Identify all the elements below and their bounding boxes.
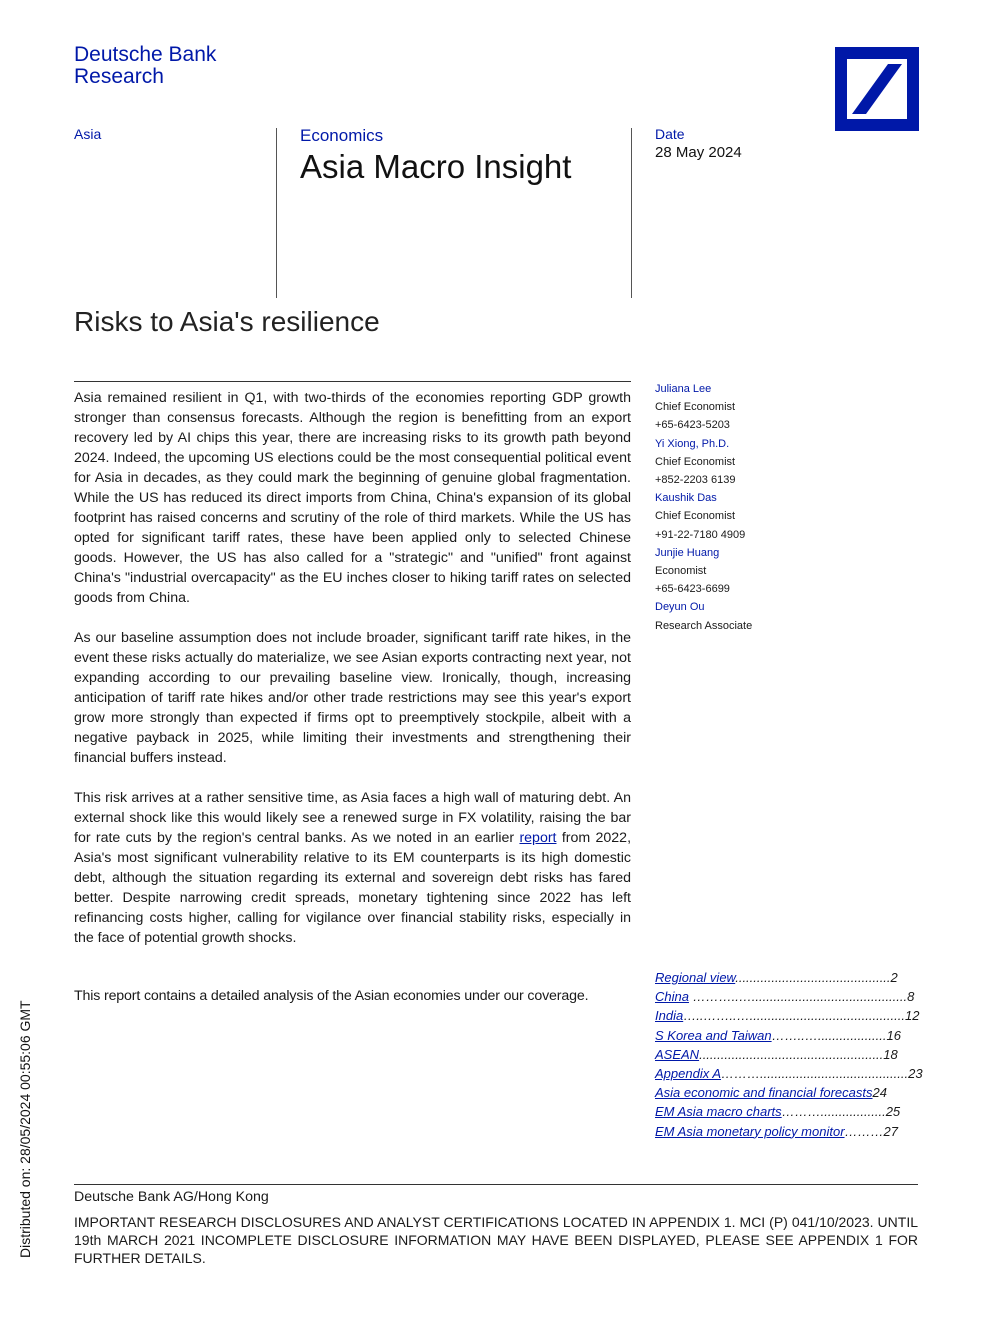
distribution-stamp: Distributed on: 28/05/2024 00:55:06 GMT: [17, 1000, 33, 1258]
analyst-phone: +65-6423-6699: [655, 583, 730, 596]
toc-link[interactable]: India: [655, 1008, 684, 1024]
analyst-name[interactable]: Junjie Huang: [655, 546, 720, 559]
brand-line-1: Deutsche Bank: [74, 43, 217, 66]
toc-link[interactable]: Asia economic and financial forecasts: [655, 1085, 873, 1101]
toc-entry: [655, 1064, 923, 1083]
brand-line-2: Research: [74, 65, 164, 88]
footer-disclosure: IMPORTANT RESEARCH DISCLOSURES AND ANALYST CERTIFICATIONS LOCATED IN APPENDIX 1. MCI (P) 041/10/2023. UNTIL 19th MARCH 2021 INCOMPLETE DISCLOSURE INFORMATION MAY HAVE BEEN DISPLAYED, PLEASE SEE APPENDIX 1 FOR FURTHER DETAILS.: [74, 1214, 918, 1266]
analyst-card: [655, 544, 855, 599]
toc-entry: [655, 1045, 923, 1064]
analyst-card: [655, 380, 855, 435]
toc-entry: [655, 1102, 923, 1121]
header-divider-right: [631, 128, 632, 298]
body-paragraph-1: Asia remained resilient in Q1, with two-thirds of the economies reporting GDP growth stronger than consensus forecasts. Although the region is benefitting from an export recovery led by AI chips this year, there are increasing risks to its growth path beyond 2024. Indeed, the upcoming US elections could be the most consequential political event for Asia in decades, as they could mark the beginning of genuine global fragmentation. While the US has reduced its direct imports from China, China's expansion of its global footprint has raised concerns and scrutiny of the role of third markets. While the US has opted for significant tariff rates, these have been applied only to selected Chinese goods. However, the US has also called for a "strategic" and "unified" front against China's "industrial overcapacity" as the EU inches closer to hiking tariff rates on selected goods from China.: [74, 390, 631, 606]
analyst-title: Economist: [655, 565, 707, 578]
analyst-card: [655, 598, 855, 634]
body-paragraph-3: [74, 788, 631, 948]
analyst-title: Research Associate: [655, 619, 753, 632]
toc-leader: ………: [844, 1123, 884, 1139]
analyst-title: Chief Economist: [655, 455, 736, 468]
toc-page: 8: [907, 989, 915, 1005]
coverage-note: This report contains a detailed analysis of the Asian economies under our coverage.: [74, 988, 589, 1004]
toc-leader: ………..................: [781, 1104, 886, 1120]
analyst-name[interactable]: Deyun Ou: [655, 601, 705, 614]
header-divider-left: [276, 128, 277, 298]
toc-entry: [655, 1026, 923, 1045]
toc-page: 18: [883, 1046, 898, 1062]
toc-leader: ………..…...........................................: [688, 989, 908, 1005]
series-kicker: Economics: [300, 126, 384, 145]
toc-page: 25: [885, 1104, 901, 1120]
toc-link[interactable]: ASEAN: [655, 1046, 700, 1062]
toc-page: 24: [872, 1085, 887, 1101]
logo-slash-icon: [835, 47, 919, 131]
analyst-title: Chief Economist: [655, 510, 736, 523]
toc-link[interactable]: Regional view: [655, 970, 736, 985]
toc-entry: [655, 1083, 923, 1102]
toc-page: 12: [904, 1008, 920, 1024]
analyst-name[interactable]: Juliana Lee: [655, 383, 712, 395]
analyst-card: [655, 435, 855, 490]
analyst-card: [655, 489, 855, 544]
analyst-phone: +65-6423-5203: [655, 419, 730, 432]
toc-entry: [655, 1122, 923, 1141]
report-link[interactable]: report: [519, 830, 557, 846]
report-body: [74, 388, 631, 968]
body-paragraph-3-part-2: from 2022, Asia's most significant vulnerability relative to its EM counterparts is its high domestic debt, although the situation regarding its external and sovereign debt risks has fared better. Despite narrowing credit spreads, monetary tightening since 2022 has left refinancing costs higher, calling for vigilance over financial stability risks, especially in the face of potential growth shocks.: [74, 830, 632, 946]
brand-name: [74, 44, 216, 88]
toc-leader: ……..…...................: [771, 1027, 887, 1043]
analyst-title: Chief Economist: [655, 401, 736, 414]
series-title: Asia Macro Insight: [300, 148, 572, 185]
toc-leader: …..……..…...........................................: [683, 1008, 905, 1024]
analyst-phone: +91-22-7180 4909: [655, 528, 746, 541]
analyst-name[interactable]: Kaushik Das: [655, 492, 717, 505]
toc-leader: ...................................................: [699, 1046, 884, 1062]
region-label: Asia: [74, 126, 102, 142]
analyst-list: [655, 380, 855, 635]
footer-entity: Deutsche Bank AG/Hong Kong: [74, 1189, 269, 1205]
table-of-contents: [655, 968, 923, 1141]
toc-page: 16: [886, 1027, 901, 1043]
date-value: 28 May 2024: [655, 144, 742, 161]
body-paragraph-3-part-1: This risk arrives at a rather sensitive time, as Asia faces a high wall of maturing debt. An external shock like this would likely see a renewed surge in FX volatility, raising the bar for rate cuts by the region's central banks. As we noted in an earlier: [74, 790, 631, 846]
toc-link[interactable]: China: [655, 989, 689, 1005]
toc-link[interactable]: EM Asia monetary policy monitor: [655, 1123, 845, 1139]
toc-entry: [655, 968, 923, 987]
report-title: Risks to Asia's resilience: [74, 306, 380, 337]
deutsche-bank-logo: [835, 47, 919, 131]
toc-page: 27: [883, 1123, 898, 1139]
toc-leader: ...........................................: [735, 970, 891, 985]
analyst-phone: +852-2203 6139: [655, 474, 736, 487]
toc-entry: [655, 1006, 923, 1025]
analyst-name[interactable]: Yi Xiong, Ph.D.: [655, 437, 730, 450]
footer-rule: [74, 1184, 918, 1185]
toc-link[interactable]: EM Asia macro charts: [655, 1104, 782, 1120]
toc-link[interactable]: S Korea and Taiwan: [655, 1027, 772, 1043]
toc-page: 2: [890, 970, 898, 985]
toc-entry: [655, 987, 923, 1006]
toc-link[interactable]: Appendix A: [655, 1066, 722, 1082]
toc-leader: ……….........................................: [721, 1066, 909, 1082]
date-label: Date: [655, 126, 685, 142]
body-paragraph-2: As our baseline assumption does not include broader, significant tariff rate hikes, in the event these risks actually do materialize, we see Asian exports contracting next year, not expanding according to our prevailing baseline view. Ironically, though, increasing anticipation of tariff rate hikes and/or other trade restrictions may see this year's export grow more strongly than expected if firms opt to preemptively stockpile, albeit with a negative payback in 2025, while limiting their investments and strengthening their financial buffers instead.: [74, 630, 631, 766]
title-rule: [74, 381, 631, 382]
toc-page: 23: [908, 1066, 923, 1082]
